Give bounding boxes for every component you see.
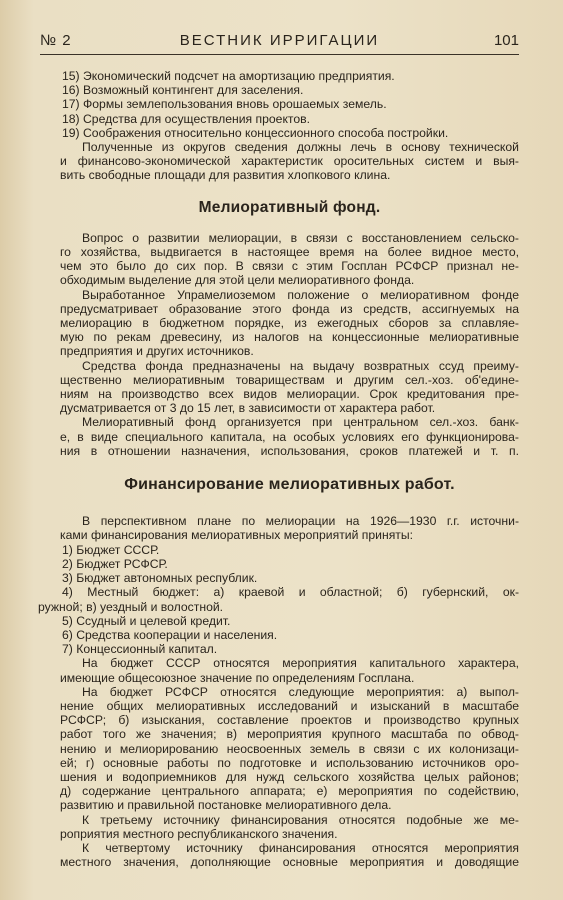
text-line: местного значения, дополняющие основные мероприятия и доводящие	[60, 855, 519, 870]
text-line: нение общих мелиоративных исследований и изысканий в масштабе	[60, 698, 519, 713]
text-line: го хозяйства, выдвигается в настоящее время на более видное место,	[60, 245, 519, 260]
list-item: 3) Бюджет автономных республик.	[62, 571, 258, 586]
list-item: 6) Средства кооперации и населения.	[62, 627, 278, 642]
list-item: 16) Возможный контингент для заселения.	[62, 83, 304, 98]
text-line: ей; г) основные работы по подготовке и использованию источников оро-	[60, 755, 519, 770]
text-line: дусматривается от 3 до 15 лет, в зависимости от характера работ.	[60, 401, 436, 416]
text-line: предприятия и других источников.	[60, 344, 254, 359]
paragraph	[60, 514, 519, 542]
text-line: На бюджет РСФСР относятся следующие мероприятия: а) выпол-	[82, 684, 519, 699]
section-heading: Финансирование мелиоративных работ.	[124, 476, 455, 494]
paragraph	[60, 841, 519, 869]
text-line: ками финансирования мелиоративных мероприятий приняты:	[60, 528, 414, 543]
text-line: роприятия местного республиканского значения.	[60, 826, 338, 841]
text-line: мую по рекам древесину, из налогов на концессионные мелиоративные	[60, 330, 519, 345]
paragraph	[60, 231, 519, 288]
article-body	[38, 69, 519, 870]
text-line: Средства фонда предназначены на выдачу возвратных ссуд преиму-	[82, 358, 519, 373]
list-item: 5) Ссудный и целевой кредит.	[62, 613, 231, 628]
paragraph	[60, 359, 519, 416]
text-line: шения и водоприемников для нужд сельского хозяйства целых районов;	[60, 769, 519, 784]
list-item: 19) Соображения относительно концессионного способа постройки.	[62, 125, 449, 140]
text-line: д) содержание центрального аппарата; е) мероприятия по содействию,	[60, 784, 519, 799]
text-line: щественно мелиоративным товариществам и другим сел.-хоз. об'едине-	[60, 372, 519, 387]
text-line: К четвертому источнику финансирования относятся мероприятия	[82, 840, 519, 855]
text-line: В перспективном плане по мелиорации на 1926—1930 г.г. источни-	[82, 514, 519, 529]
list-item: 7) Концессионный капитал.	[62, 642, 218, 657]
text-line: имеющие общесоюзное значение по определениям Госплана.	[60, 670, 415, 685]
text-line: вить свободные площади для развития хлопкового клина.	[60, 168, 391, 183]
issue-number: № 2	[40, 32, 72, 49]
paragraph	[60, 415, 519, 458]
running-header	[40, 30, 519, 55]
numbered-list-top	[60, 69, 519, 140]
text-line: К третьему источнику финансирования относятся подобные же ме-	[82, 812, 519, 827]
list-item: 17) Формы землепользования вновь орошаемых земель.	[62, 97, 387, 112]
text-line: е, в виде специального капитала, на особых условиях его функционирова-	[60, 429, 519, 444]
list-item: ружной; в) уездный и волостной.	[38, 599, 224, 614]
numbered-list	[38, 542, 519, 657]
text-line: ния в отношении назначения, использования, сроков платежей и т. п.	[60, 443, 519, 458]
journal-title: ВЕСТНИК ИРРИГАЦИИ	[179, 32, 380, 49]
text-line: и финансово-экономической характеристик оросительных систем и выя-	[60, 154, 519, 169]
text-line: нению и мелиорированию неосвоенных земель в связи с их колонизаци-	[60, 741, 519, 756]
text-line: развитию и правильной постановке мелиоративного дела.	[60, 798, 392, 813]
text-line: На бюджет СССР относятся мероприятия капитального характера,	[82, 656, 519, 671]
text-line: Полученные из округов сведения должны лечь в основу технической	[82, 140, 519, 155]
list-item: 18) Средства для осуществления проектов.	[62, 111, 310, 126]
paragraph	[60, 813, 519, 841]
text-line: Выработанное Упрамелиоземом положение о мелиоративном фонде	[82, 287, 519, 302]
list-item: 2) Бюджет РСФСР.	[62, 556, 168, 571]
page-number: 101	[493, 32, 519, 49]
list-item: 1) Бюджет СССР.	[62, 542, 160, 557]
list-item: 15) Экономический подсчет на амортизацию предприятия.	[62, 69, 395, 83]
section-heading: Мелиоративный фонд.	[198, 198, 381, 216]
text-line: обходимым выделение для этой цели мелиоративного фонда.	[60, 273, 415, 288]
paragraph	[60, 685, 519, 813]
text-line: Вопрос о развитии мелиорации, в связи с восстановлением сельско-	[82, 230, 519, 245]
paragraph	[60, 288, 519, 359]
text-line: РСФСР; б) изыскания, составление проектов и производство крупных	[60, 713, 519, 728]
text-line: работ того же значения; в) мероприятия крупного масштаба по обвод-	[60, 727, 519, 742]
list-item: 4) Местный бюджет: а) краевой и областной; б) губернский, ок-	[62, 585, 519, 600]
text-line: ниям на производство всех видов мелиорации. Срок кредитования пре-	[60, 387, 519, 402]
paragraph	[60, 140, 519, 183]
text-line: мелиорацию в бюджетном порядке, из ежегодных сборов за сплавляе-	[60, 316, 519, 331]
text-line: чем это было до сих пор. В связи с этим Госплан РСФСР признал не-	[60, 259, 519, 274]
text-line: предусматривает образование этого фонда из средств, ассигнуемых на	[60, 301, 519, 316]
text-line: Мелиоративный фонд организуется при центральном сел.-хоз. банк-	[82, 415, 519, 430]
paragraph	[60, 656, 519, 684]
